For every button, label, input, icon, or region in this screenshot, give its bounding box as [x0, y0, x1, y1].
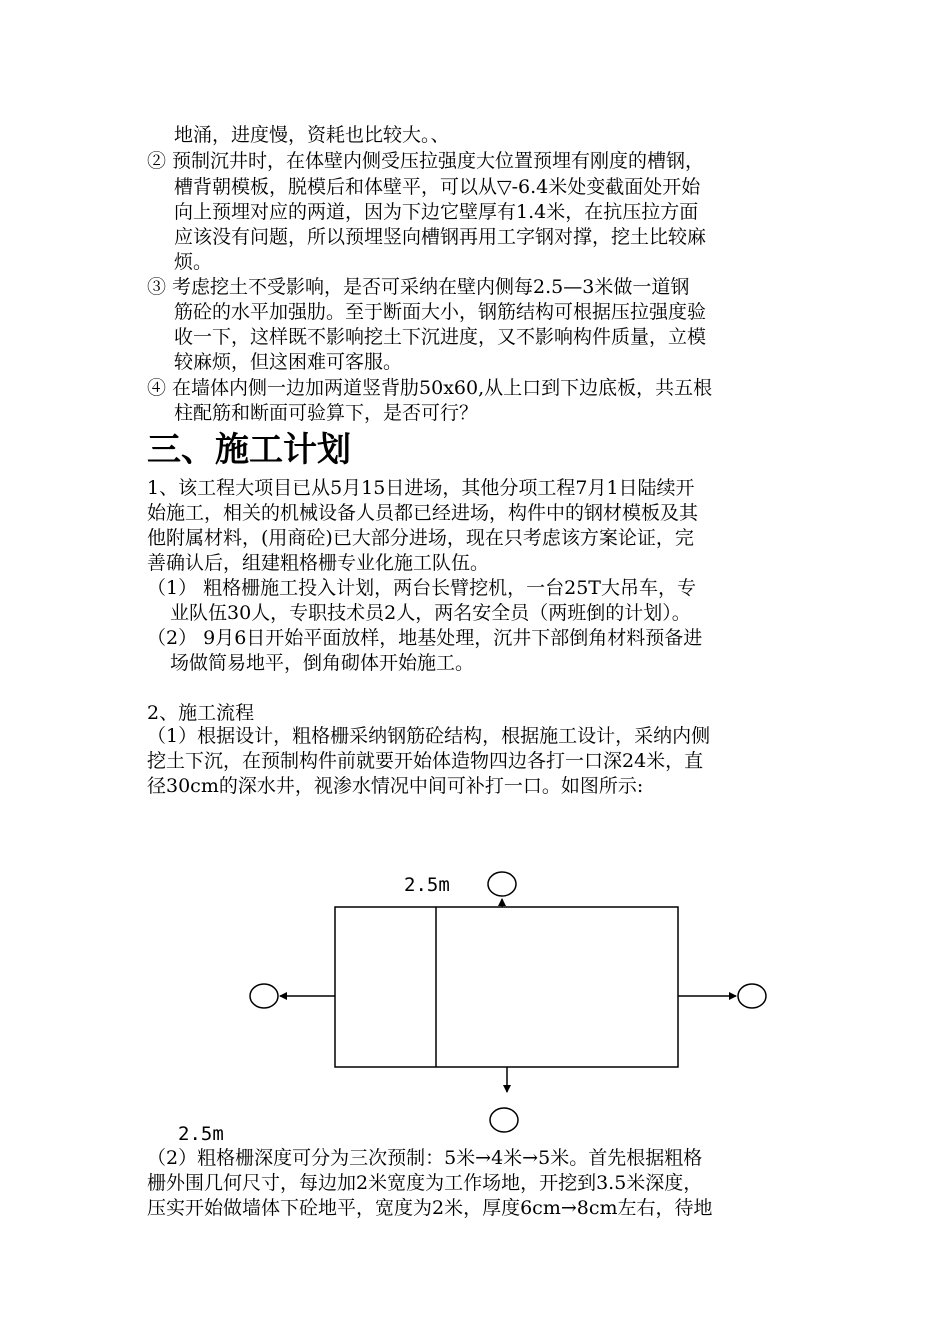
- text-line: ④ 在墙体内侧一边加两道竖背肋50x60,从上口到下边底板，共五根: [147, 377, 713, 399]
- text-line: （1）根据设计，粗格栅采纳钢筋砼结构，根据施工设计，采纳内侧: [147, 725, 711, 747]
- text-line: 地涌，进度慢，资耗也比较大。、: [174, 124, 450, 146]
- well-circle-left: [250, 984, 278, 1008]
- text-line: 较麻烦，但这困难可客服。: [174, 351, 403, 373]
- text-line: 栅外围几何尺寸，每边加2米宽度为工作场地，开挖到3.5米深度，: [147, 1172, 703, 1194]
- text-line: 压实开始做墙体下砼地平，宽度为2米，厚度6cm→8cm左右，待地: [147, 1197, 713, 1219]
- text-line: （2）粗格栅深度可分为三次预制：5米→4米→5米。首先根据粗格: [147, 1147, 703, 1169]
- text-line: 槽背朝模板，脱模后和体壁平，可以从▽-6.4米处变截面处开始: [174, 176, 701, 198]
- text-line: 业队伍30人，专职技术员2人，两名安全员（两班倒的计划）。: [170, 602, 691, 624]
- text-line: ③ 考虑挖土不受影响，是否可采纳在壁内侧每2.5—3米做一道钢: [147, 276, 690, 298]
- text-line: 收一下，这样既不影响挖土下沉进度，又不影响构件质量，立模: [174, 326, 707, 348]
- text-line: 径30cm的深水井，视渗水情况中间可补打一口。如图所示:: [147, 775, 644, 797]
- text-line: （1） 粗格栅施工投入计划，两台长臂挖机，一台25T大吊车，专: [147, 577, 696, 599]
- text-line: ② 预制沉井时，在体壁内侧受压拉强度大位置预埋有刚度的槽钢，: [147, 150, 705, 172]
- section-heading: 三、施工计划: [147, 430, 351, 470]
- structure-outline: [335, 907, 678, 1067]
- well-circle-bottom: [490, 1108, 518, 1132]
- text-line: 1、该工程大项目已从5月15日进场，其他分项工程7月1日陆续开: [147, 477, 695, 499]
- well-circle-top: [488, 872, 516, 896]
- text-line: 善确认后，组建粗格栅专业化施工队伍。: [147, 552, 490, 574]
- well-circle-right: [738, 984, 766, 1008]
- text-line: 挖土下沉，在预制构件前就要开始体造物四边各打一口深24米，直: [147, 750, 704, 772]
- text-line: 向上预埋对应的两道，因为下边它壁厚有1.4米，在抗压拉方面: [174, 201, 699, 223]
- text-line: 始施工，相关的机械设备人员都已经进场，构件中的钢材模板及其: [147, 502, 699, 524]
- dimension-label-top: 2.5m: [404, 874, 450, 896]
- text-line: 筋砼的水平加强肋。至于断面大小，钢筋结构可根据压拉强度验: [174, 301, 707, 323]
- text-line: 场做简易地平，倒角砌体开始施工。: [170, 652, 475, 674]
- text-line: （2） 9月6日开始平面放样，地基处理，沉井下部倒角材料预备进: [147, 627, 703, 649]
- text-line: 应该没有问题，所以预埋竖向槽钢再用工字钢对撑，挖土比较麻: [174, 226, 707, 248]
- dimension-label-bottom: 2.5m: [178, 1123, 224, 1145]
- text-line: 柱配筋和断面可验算下，是否可行？: [174, 402, 479, 424]
- text-line: 他附属材料，(用商砼)已大部分进场，现在只考虑该方案论证，完: [147, 527, 694, 549]
- text-line: 烦。: [174, 251, 213, 273]
- text-line: 2、施工流程: [147, 702, 255, 724]
